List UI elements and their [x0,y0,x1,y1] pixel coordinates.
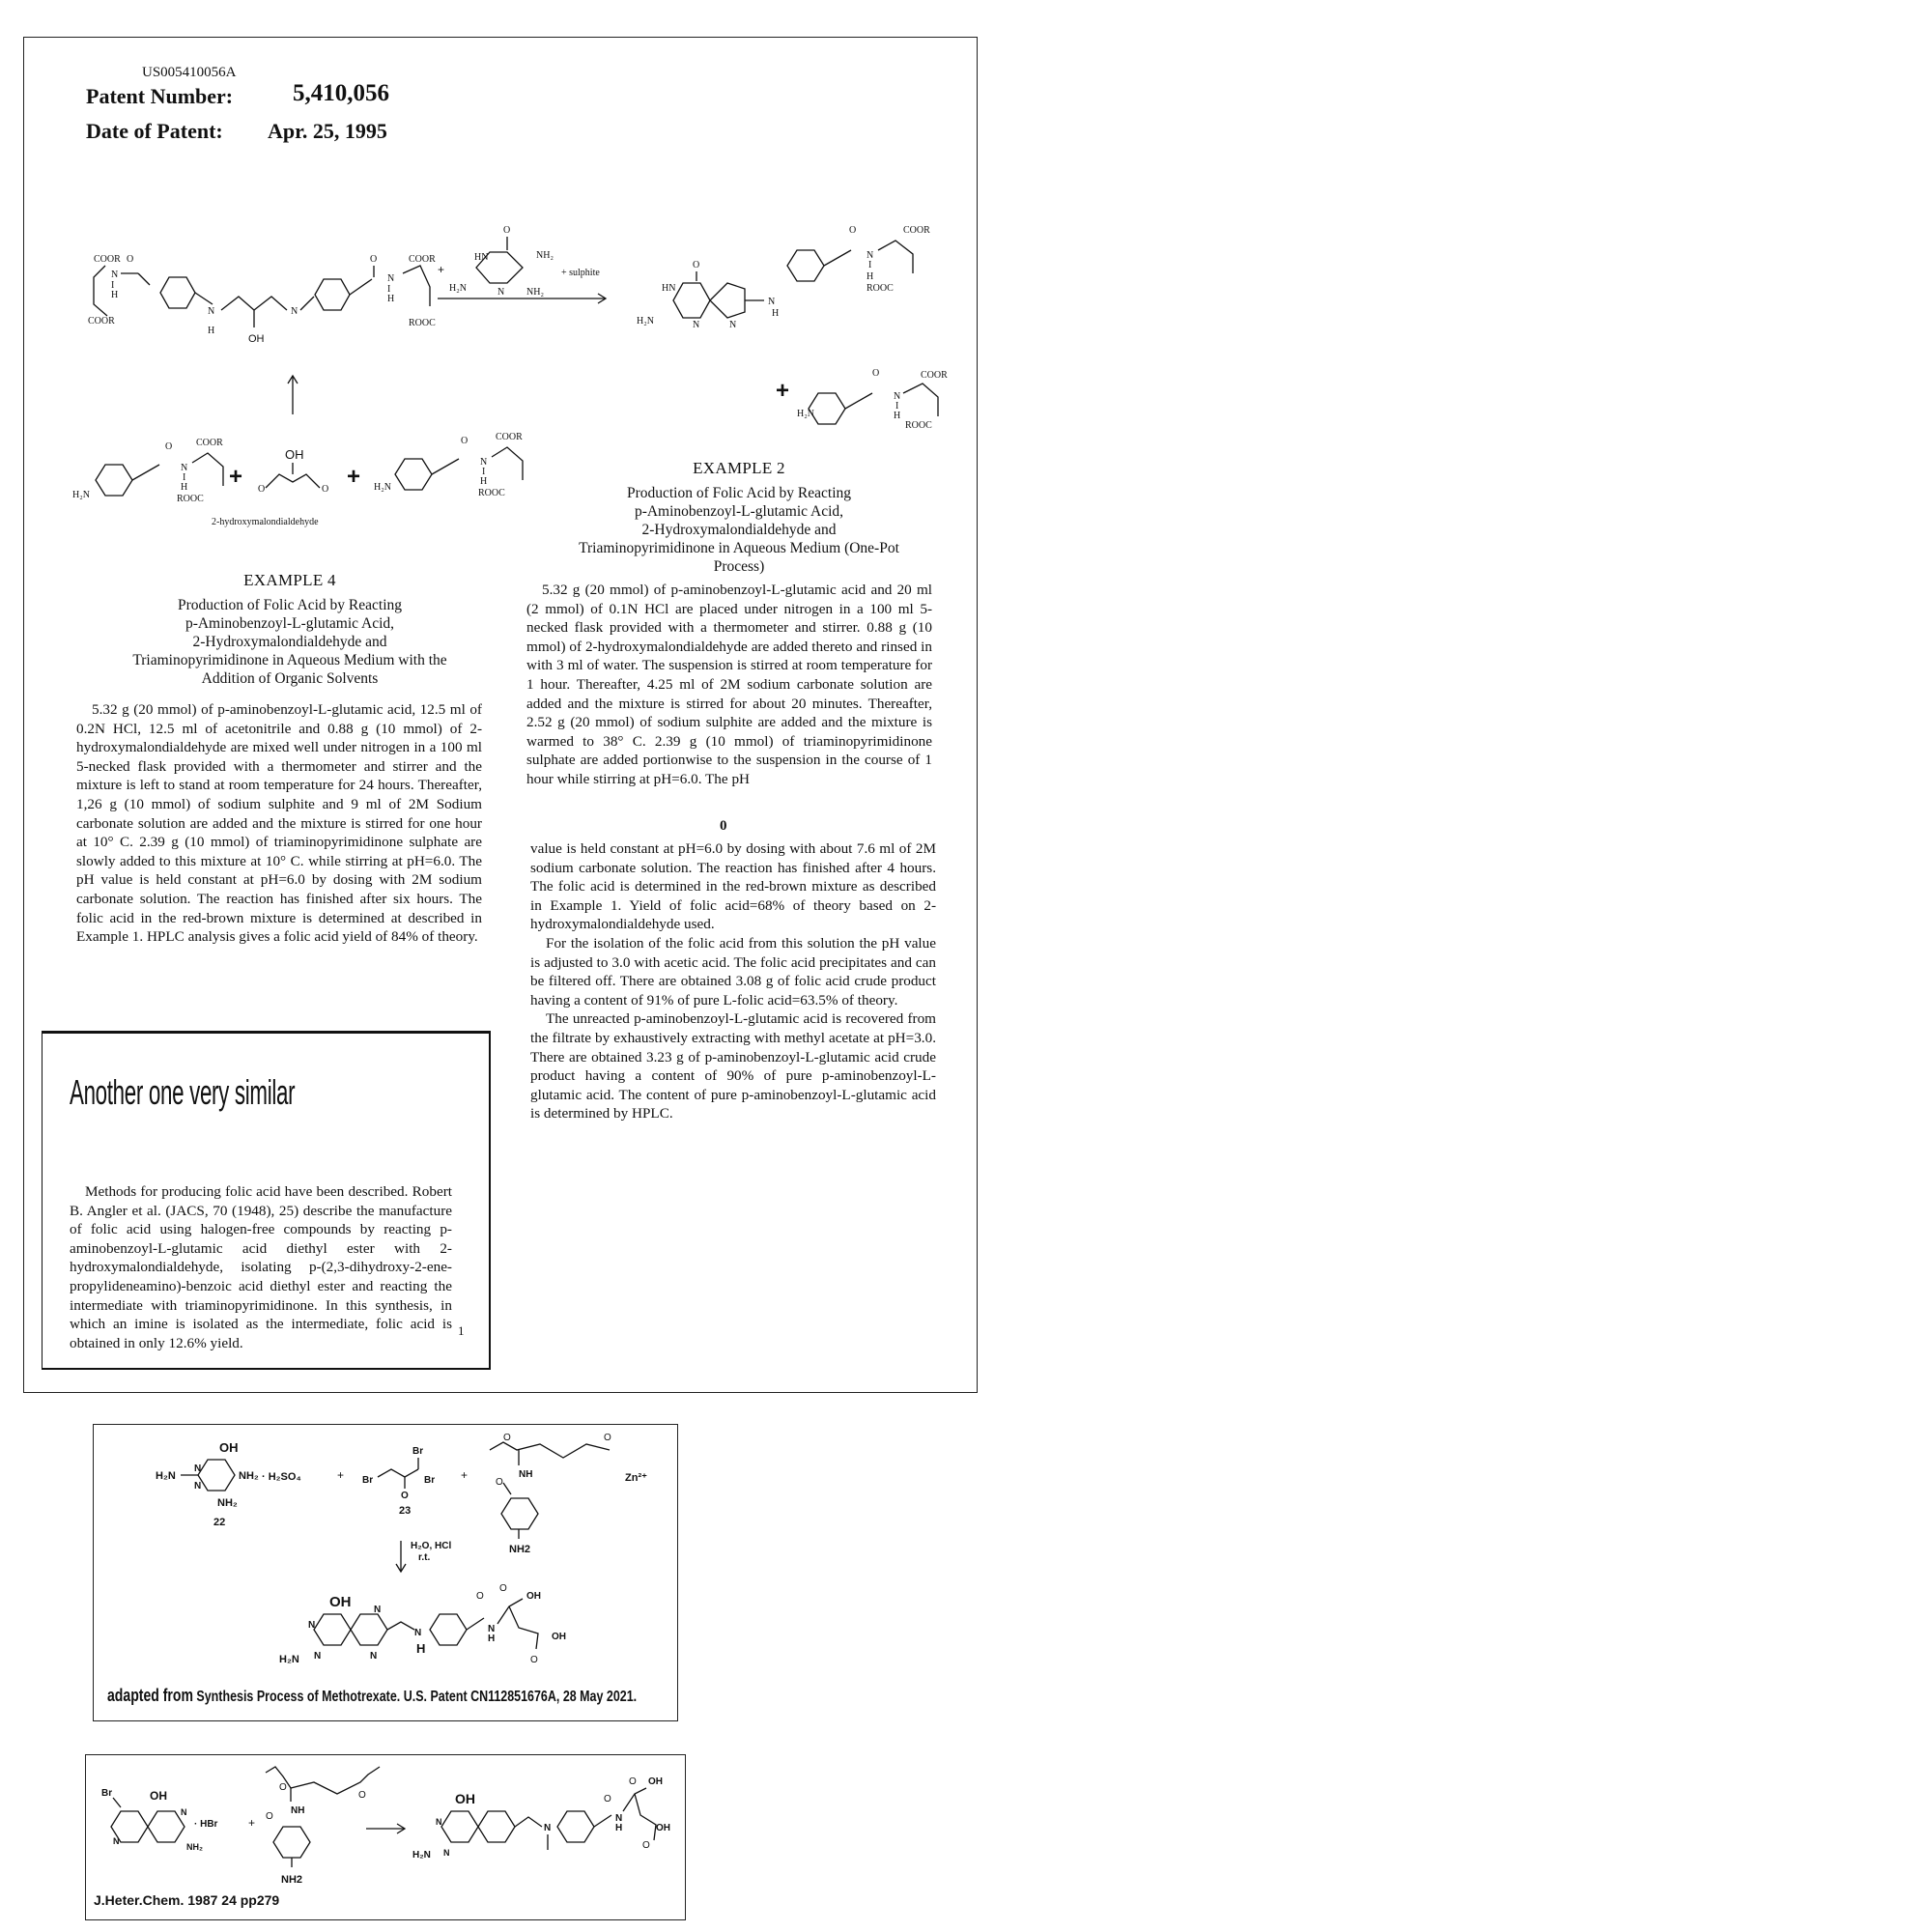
svg-text:+: + [229,464,243,490]
svg-text:I: I [482,467,486,477]
svg-text:I: I [868,260,872,270]
compound-23 [362,1446,435,1517]
heterocyclic-chem-scheme-panel [85,1754,686,1920]
page-mark: 0 [720,818,727,834]
svg-text:O: O [604,1794,611,1804]
svg-text:H₂N: H₂N [72,490,90,500]
svg-text:N: N [544,1823,552,1833]
svg-text:OH: OH [150,1789,167,1803]
svg-text:O: O [165,441,173,452]
svg-text:ROOC: ROOC [478,488,505,498]
zinc-ion: Zn²⁺ [625,1472,647,1484]
diethyl-aminobenzoyl-glutamate [266,1767,380,1886]
svg-text:N: N [615,1813,623,1824]
svg-text:H: H [615,1823,623,1833]
methotrexate-reference [107,1686,637,1706]
patent-date-value: Apr. 25, 1995 [268,119,387,143]
svg-text:I: I [111,280,115,291]
svg-text:H: H [480,476,488,487]
example4-body [76,700,482,947]
aminobenzoyl-glutamate-zinc [490,1433,647,1555]
patent-number-value: 5,410,056 [293,80,389,106]
svg-text:NH₂: NH₂ [217,1497,238,1509]
svg-text:NH: NH [291,1805,305,1816]
svg-text:O: O [401,1491,409,1501]
svg-text:I: I [387,284,391,295]
example4-paragraph: 5.32 g (20 mmol) of p-aminobenzoyl-L-glutamic acid, 12.5 ml of 0.2N HCl, 12.5 ml of acetonitrile and 0.88 g (10 mmol) of 2-hydroxymalondialdehyde are mixed well under nitrogen in a 100 ml 5-necked flask provided with a thermometer and stirrer and the mixture is left to stand at room temperature for 24 hours. Thereafter, 1,26 g (10 mmol) of sodium sulphite and 9 ml of 2M Sodium carbonate solution are added and the mixture is stirred for one hour at 10° C. 2.39 g (10 mmol) of triaminopyrimidinone sulphate are slowly added to this mixture at 10° C. while stirring at pH=6.0. The pH value is held constant at pH=6.0 by dosing with 2M sodium carbonate solution. The reaction has finished after six hours. The folic acid in the red-brown mixture is determined at described in Example 1. HPLC analysis gives a folic acid yield of 84% of theory. [76,701,482,946]
example2-subtitle-line: 2-Hydroxymalondialdehyde and [641,522,837,538]
aminobenzoyl-glutamate-reactant-2 [374,432,523,498]
conditions-reagents: H₂O, HCl [411,1541,452,1551]
svg-text:H: H [208,326,215,336]
aminobenzoyl-glutamate-byproduct [776,368,948,431]
hbr-salt: · HBr [194,1819,218,1830]
svg-text:N: N [414,1628,422,1638]
svg-text:O: O [322,484,329,495]
note-paragraph: Methods for producing folic acid have been described. Robert B. Angler et al. (JACS, 70 (1948), 25) describe the manufacture of folic acid using halogen-free compounds by reacting p-aminobenzoyl-L-glutamic acid diethyl ester with 2-hydroxymalondialdehyde, isolating p-(2,3-dihydroxy-2-ene-propylideneamino)-benzoic acid diethyl ester and reacting the intermediate with triaminopyrimidinone. In this synthesis, in which an imine is isolated as the intermediate, folic acid is obtained in only 12.6% yield. [70,1183,452,1351]
svg-text:O: O [266,1811,273,1822]
svg-text:O: O [642,1840,650,1851]
example4-title: EXAMPLE 4 [243,571,336,589]
svg-text:ROOC: ROOC [867,283,894,294]
methotrexate-synthesis-scheme [94,1425,673,1678]
svg-text:OH: OH [526,1591,541,1602]
svg-text:N: N [693,320,700,330]
svg-text:H₂N: H₂N [797,409,814,419]
svg-text:NH: NH [519,1469,533,1480]
sulfate-salt: · H₂SO₄ [262,1471,301,1483]
svg-text:H₂N: H₂N [374,482,391,493]
svg-text:OH: OH [552,1632,566,1642]
svg-text:N: N [443,1848,450,1858]
patent-date-label: Date of Patent: [86,119,223,143]
example2-subtitle-line: Process) [713,558,765,575]
svg-text:N: N [181,463,188,473]
svg-text:OH: OH [248,333,265,345]
svg-text:H: H [416,1641,426,1656]
svg-text:NH₂: NH₂ [526,287,544,298]
svg-text:O: O [503,225,511,236]
methotrexate-product [412,1776,670,1861]
svg-text:N: N [208,306,215,317]
svg-text:O: O [127,254,134,265]
svg-text:COOR: COOR [496,432,523,442]
methotrexate-scheme-panel [93,1424,678,1721]
svg-text:H: H [111,290,119,300]
svg-text:N: N [488,1624,496,1634]
svg-text:ROOC: ROOC [905,420,932,431]
svg-text:N: N [497,287,505,298]
svg-text:COOR: COOR [196,438,223,448]
example2-subtitle-line: Triaminopyrimidinone in Aqueous Medium (One-Pot [579,540,899,556]
svg-text:OH: OH [219,1440,239,1455]
svg-text:+: + [461,1468,469,1482]
heterocyclic-chem-reference: J.Heter.Chem. 1987 24 pp279 [94,1892,280,1908]
example2-subtitle-line: p-Aminobenzoyl-L-glutamic Acid, [634,503,844,520]
svg-text:+: + [776,378,790,404]
example2-paragraph-2: value is held constant at pH=6.0 by dosing with about 7.6 ml of 2M sodium carbonate solution. The reaction has finished after 4 hours. The folic acid is determined in the red-brown mixture as described in Example 1. Yield of folic acid=68% of theory based on 2-hydroxymalondialdehyde used. [530,840,936,933]
svg-text:O: O [258,484,266,495]
example4-subtitle-line: Production of Folic Acid by Reacting [177,597,403,613]
example4-subtitle-line: Triaminopyrimidinone in Aqueous Medium with the [132,652,447,668]
nh2-label: NH2 [281,1874,303,1886]
svg-text:N: N [894,391,901,402]
bromomethyl-pterin-reactant [101,1788,218,1852]
similar-method-note [42,1031,491,1370]
example4-subtitle-line: p-Aminobenzoyl-L-glutamic Acid, [185,615,395,632]
sulphite-note: + sulphite [561,268,600,278]
example2-paragraph-4: The unreacted p-aminobenzoyl-L-glutamic acid is recovered from the filtrate by exhaustively extracting with methyl acetate at pH=3.0. There are obtained 3.23 g of p-aminobenzoyl-L-glutamic acid crude product having a content of 90% of pure p-aminobenzoyl-L-glutamic acid. The content of pure p-aminobenzoyl-L-glutamic acid is determined by HPLC. [530,1010,936,1122]
example2-subtitle-line: Production of Folic Acid by Reacting [626,485,852,501]
triaminopyrimidinone [449,225,554,298]
svg-text:COOR: COOR [88,316,115,327]
svg-text:Br: Br [424,1475,436,1486]
svg-text:H₂N: H₂N [637,316,654,327]
svg-text:H: H [867,271,874,282]
svg-text:N: N [436,1817,442,1827]
svg-text:ROOC: ROOC [177,494,204,504]
svg-text:Br: Br [101,1788,113,1799]
svg-text:O: O [629,1776,637,1787]
svg-text:+: + [438,263,445,276]
svg-text:H: H [894,411,901,421]
svg-text:N: N [729,320,737,330]
example4-subtitle [63,596,517,688]
svg-text:N: N [480,457,488,468]
hydroxymalondialdehyde-reactant [258,447,328,495]
svg-text:OH: OH [656,1823,670,1833]
compound-22-label: 22 [213,1517,226,1528]
svg-text:HN: HN [662,283,676,294]
svg-text:I: I [895,401,899,412]
svg-text:COOR: COOR [409,254,436,265]
svg-text:N: N [113,1836,120,1846]
svg-text:Br: Br [362,1475,374,1486]
svg-text:O: O [461,436,469,446]
svg-text:I: I [183,472,186,483]
svg-text:H₂N: H₂N [449,283,467,294]
example2-body-top [526,581,932,789]
svg-text:N: N [374,1605,382,1615]
conditions-temperature: r.t. [418,1552,431,1563]
svg-text:N: N [194,1481,202,1492]
svg-text:N: N [111,270,119,280]
svg-text:O: O [279,1782,287,1793]
svg-text:O: O [503,1433,511,1443]
svg-text:+: + [248,1816,256,1830]
example2-body-bottom [530,839,936,1123]
compound-22 [156,1440,259,1528]
svg-text:O: O [476,1591,484,1602]
svg-text:H: H [387,294,395,304]
svg-text:+: + [337,1468,345,1482]
svg-text:O: O [358,1790,366,1801]
example2-subtitle [526,484,952,576]
svg-text:O: O [530,1655,538,1665]
example2-title: EXAMPLE 2 [693,459,785,477]
example2-paragraph-3: For the isolation of the folic acid from this solution the pH value is adjusted to 3.0 with acetic acid. The folic acid precipitates and can be filtered off. There are obtained 3.08 g of folic acid crude product having a content of 91% of pure L-folic acid=63.5% of theory. [530,934,936,1009]
svg-text:N: N [181,1807,187,1817]
svg-text:N: N [291,306,298,317]
example2-paragraph-1: 5.32 g (20 mmol) of p-aminobenzoyl-L-glutamic acid and 20 ml (2 mmol) of 0.1N HCl are placed under nitrogen in a 100 ml 5-necked flask provided with a thermometer and stirrer. 0.88 g (10 mmol) of 2-hydroxymalondialdehyde are added thereto and rinsed in with 3 ml of water. The suspension is stirred at room temperature for 1 hour. Thereafter, 4.25 ml of 2M sodium carbonate solution are added and the mixture is stirred for about 20 minutes. Thereafter, 2.52 g (20 mmol) of sodium sulphite are added and the mixture is warmed to 38° C. 2.39 g (10 mmol) of triaminopyrimidinone sulphate are added portionwise to the suspension in the course of 1 hour while stirring at pH=6.0. The pH [526,582,932,787]
svg-text:N: N [387,273,395,284]
svg-text:COOR: COOR [903,225,930,236]
svg-text:OH: OH [329,1594,352,1610]
note-title: Another one very similar [70,1072,296,1112]
svg-text:+: + [347,464,361,490]
svg-text:O: O [499,1583,507,1594]
aminobenzoyl-glutamate-reactant-1 [72,438,223,504]
svg-text:O: O [849,225,857,236]
svg-text:N: N [867,250,874,261]
svg-text:OH: OH [455,1791,475,1806]
note-body [70,1182,452,1352]
svg-text:H: H [181,482,188,493]
svg-text:H: H [488,1634,496,1644]
malondialdehyde-label: 2-hydroxymalondialdehyde [212,517,319,527]
svg-text:H₂N: H₂N [279,1654,299,1665]
svg-text:HN: HN [474,252,489,263]
svg-text:NH₂: NH₂ [239,1470,259,1482]
nh2-label: NH2 [509,1544,531,1555]
svg-text:O: O [604,1433,611,1443]
svg-text:O: O [693,260,700,270]
svg-text:Br: Br [412,1446,424,1457]
bis-imine-intermediate [88,254,436,345]
svg-text:O: O [872,368,880,379]
folic-acid-product [637,225,930,330]
svg-text:N: N [370,1651,378,1662]
caption-citation: Synthesis Process of Methotrexate. U.S. Patent CN112851676A, 28 May 2021. [196,1689,638,1705]
svg-text:N: N [308,1620,316,1631]
note-margin-mark: 1 [458,1323,465,1338]
patent-page [23,37,978,1393]
svg-text:NH₂: NH₂ [536,250,554,261]
example4-subtitle-line: Addition of Organic Solvents [201,670,379,687]
compound-23-label: 23 [399,1505,412,1517]
svg-text:N: N [314,1651,322,1662]
bromomethylpterin-coupling-scheme [86,1755,681,1890]
pteroylglutamate-product [279,1583,566,1665]
svg-text:O: O [496,1477,503,1488]
svg-text:OH: OH [648,1776,663,1787]
svg-text:N: N [194,1463,202,1474]
svg-text:O: O [370,254,378,265]
svg-text:H: H [772,308,780,319]
caption-adapted-from: adapted from [107,1686,193,1705]
svg-text:COOR: COOR [921,370,948,381]
svg-text:H₂N: H₂N [156,1470,176,1482]
svg-text:NH₂: NH₂ [186,1842,203,1852]
svg-text:ROOC: ROOC [409,318,436,328]
svg-text:COOR: COOR [94,254,121,265]
patent-id: US005410056A [142,65,237,80]
svg-text:OH: OH [285,447,304,462]
svg-text:N: N [768,297,776,307]
patent-number-label: Patent Number: [86,84,234,108]
svg-text:H₂N: H₂N [412,1850,431,1861]
example4-subtitle-line: 2-Hydroxymalondialdehyde and [192,634,387,650]
